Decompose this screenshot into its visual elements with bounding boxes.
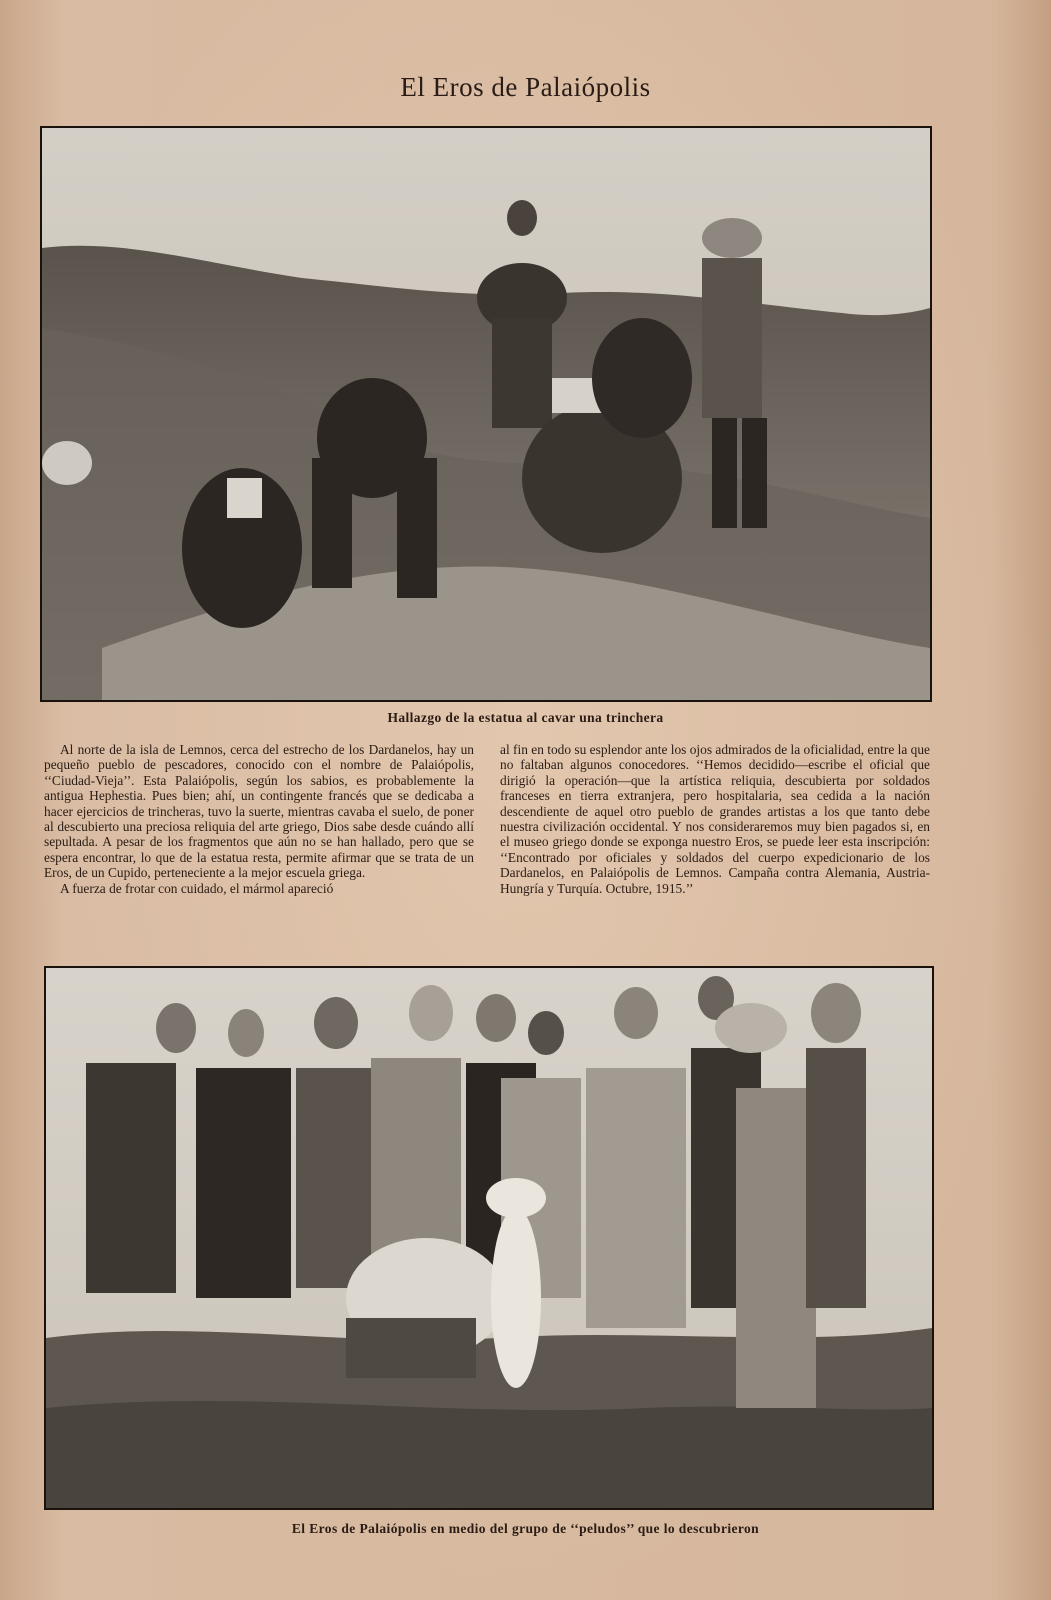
group-photo-caption: El Eros de Palaiópolis en medio del grupo de ‘‘peludos’’ que lo descubrieron bbox=[291, 1521, 760, 1536]
excavation-photo-caption: Hallazgo de la estatua al cavar una trinchera bbox=[387, 710, 664, 725]
article-title: El Eros de Palaiópolis bbox=[400, 72, 651, 102]
excavation-photo bbox=[40, 126, 932, 702]
group-photo bbox=[44, 966, 934, 1510]
article-column-left bbox=[44, 742, 474, 896]
article-column-right bbox=[500, 742, 930, 896]
excavation-photo-image bbox=[42, 128, 930, 700]
group-photo-image bbox=[46, 968, 932, 1508]
article-paragraph: al fin en todo su esplendor ante los ojos admirados de la oficialidad, entre la que no faltaban algunos conocedores. ‘‘Hemos decidido—escribe el oficial que dirigió la operación—que la artística reliquia, descubierta por soldados franceses en tierra extranjera, pero hospitalaria, sea cedida a la nación descendiente de aquel otro pueblo de grandes artistas a los que tanto debe nuestra civilización occidental. Y nos consideraremos muy bien pagados si, en el museo griego donde se exponga nuestro Eros, se puede leer esta inscripción: ‘‘Encontrado por oficiales y soldados del cuerpo expedicionario de los Dardanelos, en Palaiópolis de Lemnos. Campaña contra Alemania, Austria-Hungría y Turquía. Octubre, 1915.’’ bbox=[500, 742, 930, 896]
article-paragraph: Al norte de la isla de Lemnos, cerca del estrecho de los Dardanelos, hay un pequeño pueblo de pescadores, conocido con el nombre de Palaiópolis, ‘‘Ciudad-Vieja’’. Esta Palaiópolis, según los sabios, es probablemente la antigua Hephestia. Pues bien; ahí, un contingente francés que se dedicaba a hacer ejercicios de trincheras, tuvo la suerte, mientras cavaba el suelo, de poner al descubierto una preciosa reliquia del arte griego, Dios sabe desde cuándo allí sepultada. A pesar de los fragmentos que aún no se han hallado, pero que se espera encontrar, lo que de la estatua resta, permite afirmar que se trata de un Eros, de un Cupido, perteneciente a la mejor escuela griega. bbox=[44, 742, 474, 881]
article-paragraph: A fuerza de frotar con cuidado, el mármol apareció bbox=[60, 880, 334, 896]
